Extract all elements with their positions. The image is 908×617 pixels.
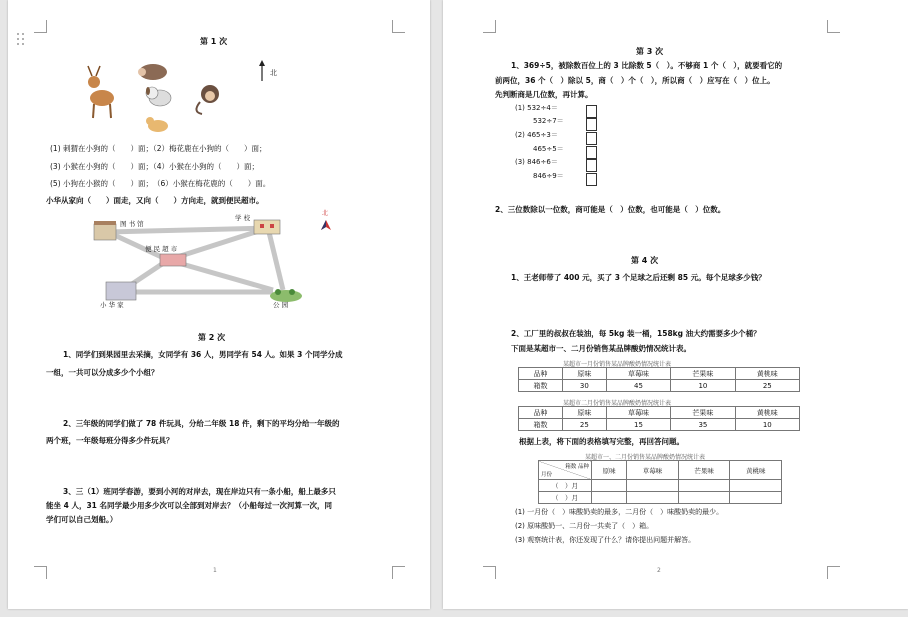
- table3-corner-top: 箱数 品种: [565, 464, 589, 470]
- table3-cell[interactable]: [627, 480, 679, 492]
- division-item: 846÷9＝: [533, 172, 564, 180]
- q1-line: (3) 小猴在小狗的（ ）面；（4）小猴在小狗的（ ）面；: [50, 162, 260, 171]
- table2-cell: 10: [735, 419, 799, 431]
- crop-mark: [483, 20, 496, 33]
- table3-header: 草莓味: [627, 461, 679, 480]
- compass-icon: [320, 218, 332, 232]
- table1-header: 品种: [519, 368, 563, 380]
- map-label-library: 图 书 馆: [120, 220, 144, 228]
- fill-intro: 根据上表，将下面的表格填写完整，再回答问题。: [519, 437, 684, 446]
- s2-q3-line: 能坐 4 人，31 名同学最少用多少次可以全部到对岸去？（小船每过一次河算一次，同: [46, 501, 332, 510]
- crop-mark: [483, 566, 496, 579]
- table2-header: 品种: [519, 407, 563, 419]
- page-1: [8, 0, 430, 609]
- north-label: 北: [270, 69, 277, 77]
- map-label-school: 学 校: [235, 214, 251, 222]
- table3-corner-cell: [539, 461, 592, 480]
- table2: [518, 406, 800, 431]
- animals-illustration: [80, 60, 230, 138]
- table2-header: 黄桃味: [735, 407, 799, 419]
- section3-title: 第 3 次: [636, 47, 664, 56]
- table1-header: 原味: [562, 368, 606, 380]
- table2-header: 芒果味: [671, 407, 735, 419]
- deer-icon: [88, 66, 114, 118]
- table1: [518, 367, 800, 392]
- table1-cell: 25: [735, 380, 799, 392]
- table3-row-label: （ ）月: [539, 480, 592, 492]
- s2-q3-line: 3、三（1）班同学春游，要到小河的对岸去，现在岸边只有一条小船，船上最多只: [63, 487, 336, 496]
- page-number: 1: [213, 567, 217, 574]
- s3-q1-line: 1、369÷5，被除数百位上的 3 比除数 5（ ）。不够商 1 个（ ），就要看它的: [511, 61, 783, 70]
- table1-row-label: 箱数: [519, 380, 563, 392]
- s2-q2-line: 2、三年级的同学们做了 78 件玩具，分给二年级 18 件，剩下的平均分给一年级的: [63, 419, 340, 428]
- s2-q2-line: 两个班，一年级每班分得多少件玩具？: [46, 436, 174, 445]
- q1-line: (1) 刺猬在小狗的（ ）面；（2）梅花鹿在小狗的（ ）面；: [50, 144, 267, 153]
- answer-line: (1) 一月份（ ）味酸奶卖的最多，二月份（ ）味酸奶卖的最少。: [515, 508, 724, 516]
- q1-line: (5) 小狗在小猴的（ ）面； （6）小猴在梅花鹿的（ ）面。: [50, 179, 271, 188]
- table1-cell: 10: [671, 380, 735, 392]
- north-arrow-icon: [257, 60, 267, 82]
- table1-caption: 某超市一月份销售某品牌酸奶情况统计表: [563, 361, 672, 368]
- table2-header: 原味: [562, 407, 606, 419]
- answer-line: (2) 原味酸奶一、二月份一共卖了（ ）箱。: [515, 522, 654, 530]
- table3-header: 原味: [592, 461, 627, 480]
- table2-row-label: 箱数: [519, 419, 563, 431]
- library-icon: [94, 221, 116, 240]
- table3-corner-bottom: 月份: [541, 472, 553, 478]
- table1-cell: 30: [562, 380, 606, 392]
- table3: [538, 460, 782, 504]
- drag-handle-icon[interactable]: [17, 33, 27, 47]
- table3-cell[interactable]: [592, 492, 627, 504]
- map-label-supermarket: 便 民 超 市: [145, 245, 178, 253]
- home-icon: [106, 282, 136, 300]
- table3-cell[interactable]: [730, 480, 782, 492]
- answer-box[interactable]: [586, 118, 597, 131]
- section1-title: 第 1 次: [200, 37, 228, 46]
- answer-line: (3) 观察统计表，你还发现了什么？请你提出问题并解答。: [515, 536, 696, 544]
- s3-q1-line: 前两位，36 个（ ）除以 5，商（ ）个（ ），所以商（ ）应写在（ ）位上。: [495, 76, 775, 85]
- map-label-north: 北: [322, 210, 329, 217]
- table1-header: 黄桃味: [735, 368, 799, 380]
- table3-cell[interactable]: [627, 492, 679, 504]
- answer-box[interactable]: [586, 105, 597, 118]
- table3-cell[interactable]: [678, 492, 730, 504]
- answer-box[interactable]: [586, 159, 597, 172]
- map-label-home: 小 华 家: [100, 301, 124, 309]
- table3-cell[interactable]: [678, 480, 730, 492]
- answer-box[interactable]: [586, 173, 597, 186]
- division-item: (2) 465÷3＝: [515, 131, 558, 139]
- crop-mark: [827, 20, 840, 33]
- s4-q2-line: 下面是某超市一、二月份销售某品牌酸奶情况统计表。: [511, 344, 691, 353]
- hedgehog-icon: [138, 64, 167, 80]
- table2-cell: 35: [671, 419, 735, 431]
- dog-icon: [146, 87, 171, 106]
- table3-cell[interactable]: [730, 492, 782, 504]
- map-label-park: 公 园: [273, 301, 289, 309]
- division-item: (3) 846÷6＝: [515, 158, 558, 166]
- q2-line: 小华从家向（ ）面走，又向（ ）方向走，就到便民超市。: [46, 196, 264, 205]
- table2-cell: 25: [562, 419, 606, 431]
- s4-q1-line: 1、王老师带了 400 元，买了 3 个足球之后还剩 85 元。每个足球多少钱？: [511, 273, 766, 282]
- table2-caption: 某超市二月份销售某品牌酸奶情况统计表: [563, 400, 672, 407]
- table3-header: 黄桃味: [730, 461, 782, 480]
- s4-q2-line: 2、工厂里的叔叔在装油，每 5kg 装一桶，158kg 油大约需要多少个桶？: [511, 329, 761, 338]
- table3-cell[interactable]: [592, 480, 627, 492]
- table2-cell: 15: [606, 419, 670, 431]
- table2-header: 草莓味: [606, 407, 670, 419]
- page-number: 2: [657, 567, 661, 574]
- s2-q3-line: 学们可以自己划船。）: [46, 515, 118, 524]
- table1-header: 芒果味: [671, 368, 735, 380]
- table3-row-label: （ ）月: [539, 492, 592, 504]
- s3-q1-line: 先判断商是几位数，再计算。: [495, 90, 593, 99]
- crop-mark: [392, 566, 405, 579]
- supermarket-icon: [160, 254, 186, 266]
- table1-cell: 45: [606, 380, 670, 392]
- page-2: [443, 0, 908, 609]
- table3-caption: 某超市一、二月份销售某品牌酸奶情况统计表: [585, 454, 706, 461]
- table3-header: 芒果味: [678, 461, 730, 480]
- cat-icon: [146, 117, 168, 132]
- division-item: 465÷5＝: [533, 145, 564, 153]
- section4-title: 第 4 次: [631, 256, 659, 265]
- s2-q1-line: 1、同学们到果园里去采摘，女同学有 36 人，男同学有 54 人。如果 3 个同学分成: [63, 350, 343, 359]
- answer-box[interactable]: [586, 146, 597, 159]
- answer-box[interactable]: [586, 132, 597, 145]
- s3-q2-line: 2、三位数除以一位数，商可能是（ ）位数，也可能是（ ）位数。: [495, 205, 726, 214]
- school-icon: [254, 220, 280, 234]
- section2-title: 第 2 次: [198, 333, 226, 342]
- crop-mark: [34, 20, 47, 33]
- table1-header: 草莓味: [606, 368, 670, 380]
- division-item: (1) 532÷4＝: [515, 104, 558, 112]
- crop-mark: [392, 20, 405, 33]
- division-item: 532÷7＝: [533, 117, 564, 125]
- monkey-icon: [196, 85, 219, 114]
- crop-mark: [34, 566, 47, 579]
- s2-q1-line: 一组，一共可以分成多少个小组？: [46, 368, 159, 377]
- crop-mark: [827, 566, 840, 579]
